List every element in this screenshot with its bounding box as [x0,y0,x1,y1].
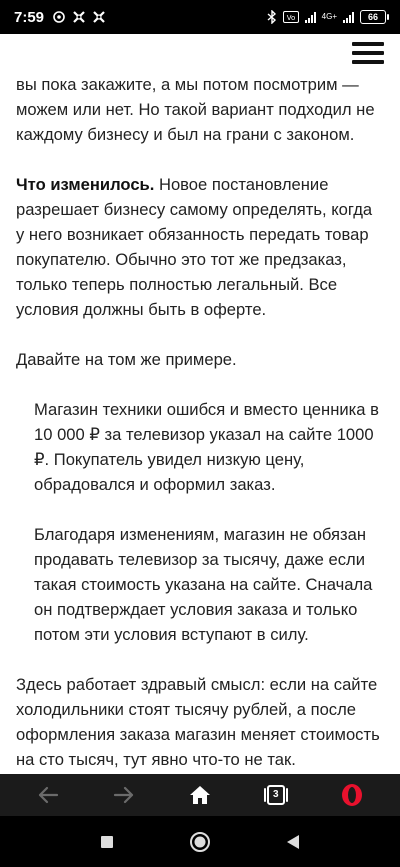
menu-line [352,60,384,64]
tabs-button[interactable] [256,775,296,815]
bluetooth-icon [267,10,277,24]
status-bar [0,0,400,34]
article-body [16,72,384,774]
arrow-right-icon [113,786,135,804]
paragraph-lead: Что изменилось. [16,175,155,194]
article-paragraph: Здесь работает здравый смысл: если на сайте холодильники стоят тысячу рублей, а после оформления заказа магазин меняет стоимость на сто тысяч, тут явно что-то не так. [16,675,380,769]
recents-button[interactable] [92,827,122,857]
svg-text:Vo: Vo [286,14,295,22]
status-notification-icons [52,10,106,24]
battery-icon [360,10,386,24]
menu-line [352,51,384,55]
article-paragraph: вы пока закажите, а мы потом посмотрим — можем или нет. Но такой вариант подходил не каждому бизнесу и был на грани с законом. [16,75,375,144]
article-paragraph: Давайте на том же примере. [16,350,237,369]
status-right [267,10,386,24]
web-content[interactable] [0,34,400,774]
system-nav-bar [0,816,400,867]
paragraph-text: Новое постановление разрешает бизнесу самому определять, когда у него возникает обязанность передать товар покупателю. Обычно это тот же предзаказ, только теперь полностью легальный. Все условия должны быть в оферте. [16,175,373,319]
app-notification-icon-2 [92,10,106,24]
volte-icon [283,11,299,23]
home-icon [189,785,211,805]
menu-line [352,42,384,46]
opera-menu-button[interactable] [332,775,372,815]
sync-icon [52,10,66,24]
triangle-back-icon [286,834,300,850]
browser-bottom-bar [0,774,400,816]
signal-icon-2 [343,11,354,23]
signal-icon [305,11,316,23]
opera-logo-icon [341,783,363,807]
example-quote: Магазин техники ошибся и вместо ценника в 10 000 ₽ за телевизор указал на сайте 1000 ₽. Покупатель увидел низкую цену, обрадовался и оформил заказ. [34,400,379,494]
system-home-button[interactable] [185,827,215,857]
circle-icon [189,831,211,853]
arrow-left-icon [37,786,59,804]
forward-button[interactable] [104,775,144,815]
back-button[interactable] [28,775,68,815]
home-button[interactable] [180,775,220,815]
tab-count: 3 [273,789,279,800]
system-back-button[interactable] [278,827,308,857]
network-type: 4G+ [321,12,337,21]
app-notification-icon [72,10,86,24]
hamburger-menu-button[interactable] [350,38,386,68]
article-paragraph [16,172,384,322]
example-quote: Благодаря изменениям, магазин не обязан продавать телевизор за тысячу, даже если такая стоимость указана на сайте. Сначала он подтверждает условия заказа и только потом эти условия вступают в силу. [34,525,373,644]
square-icon [100,835,114,849]
status-left [14,9,106,26]
battery-level: 66 [367,12,378,22]
status-time: 7:59 [14,8,45,26]
